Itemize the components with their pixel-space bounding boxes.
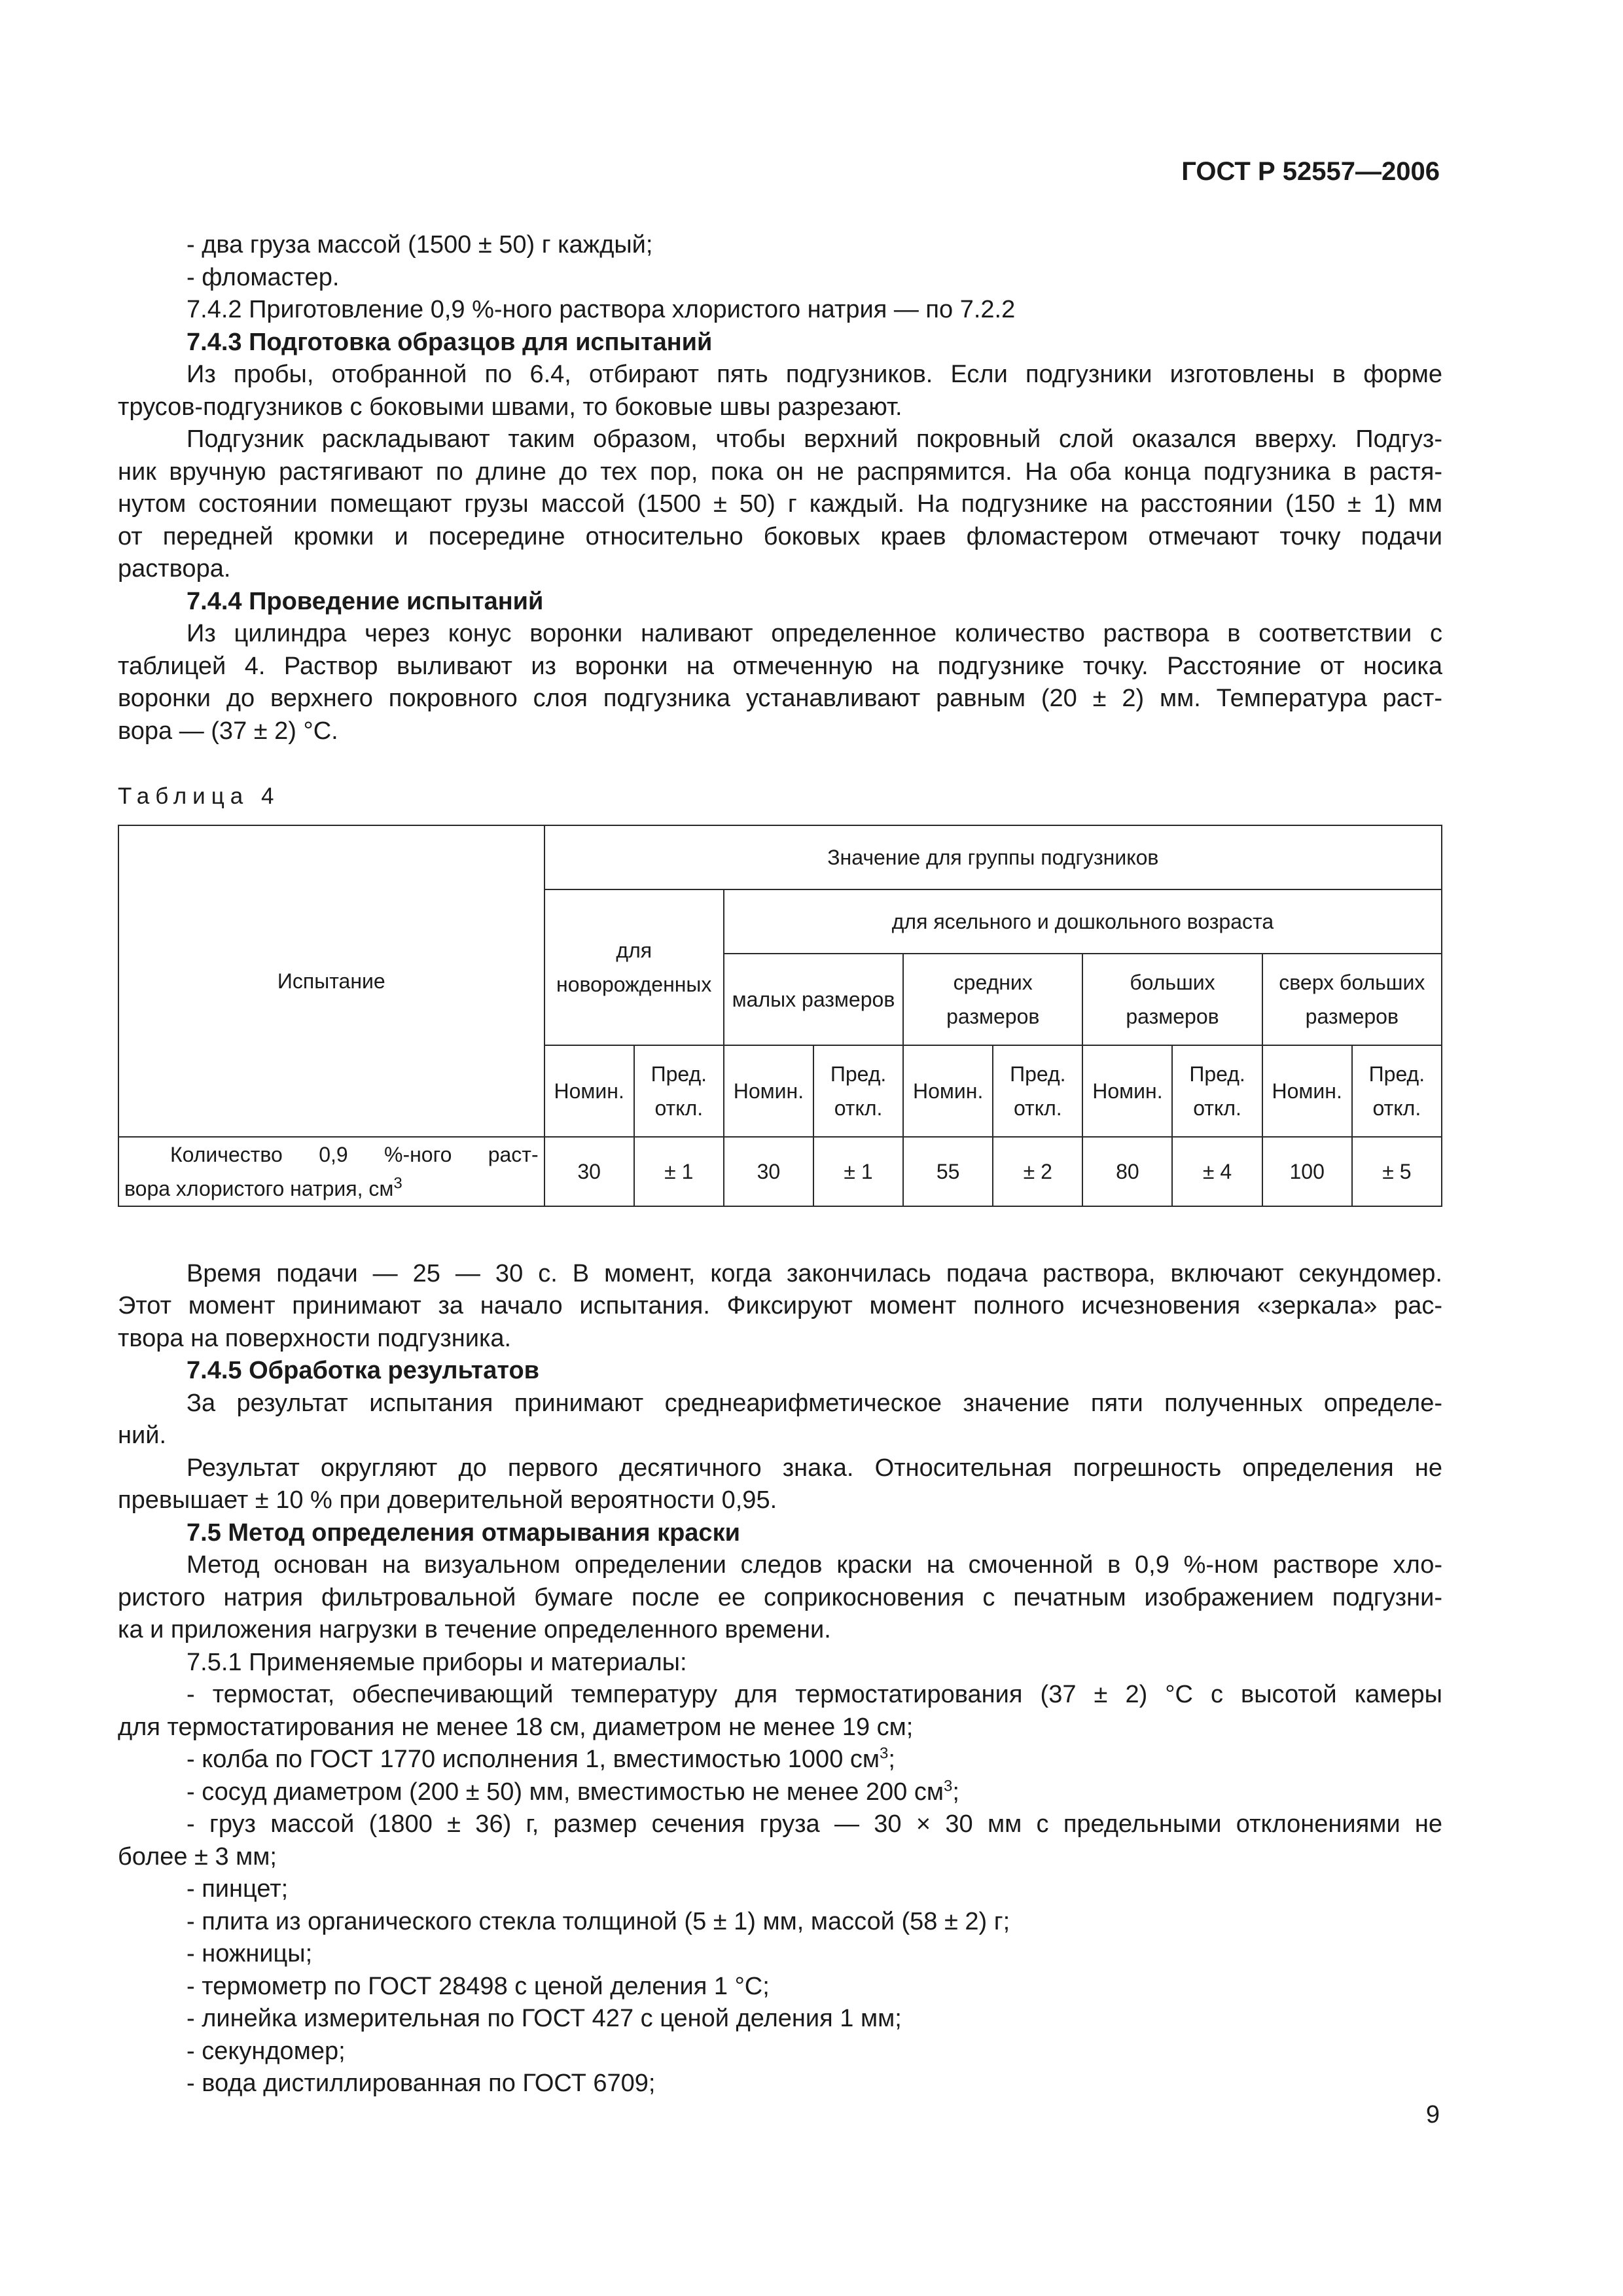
superscript: 3 <box>880 1744 889 1763</box>
row-label-sup: 3 <box>393 1174 402 1192</box>
list-item-text: - колба по ГОСТ 1770 исполнения 1, вместимостью 1000 см <box>187 1746 880 1773</box>
after-table-text <box>118 1258 1442 1355</box>
list-item: более ± 3 мм; <box>118 1842 277 1871</box>
table-row <box>118 1137 1442 1206</box>
table-cell: ± 5 <box>1352 1137 1442 1206</box>
header-medium: средних размеров <box>903 954 1082 1045</box>
paragraph-line: твора на поверхности подгузника. <box>118 1324 512 1352</box>
header-group: Значение для группы подгузников <box>544 825 1442 889</box>
paragraph-line: таблицей 4. Раствор выливают из воронки на отмеченную на подгузнике точку. Расстояние от носика <box>118 652 1442 680</box>
heading-7-5-1: 7.5.1 Применяемые приборы и материалы: <box>187 1648 687 1676</box>
row-label-text: вора хлористого натрия, см <box>124 1176 394 1200</box>
row-label <box>118 1137 544 1206</box>
list-item: - термометр по ГОСТ 28498 с ценой деления 1 °С; <box>187 1972 770 2000</box>
data-table <box>118 825 1442 1207</box>
header-age: для ясельного и дошкольного возраста <box>724 889 1442 954</box>
header-large: больших размеров <box>1082 954 1262 1045</box>
list-item: - два груза массой (1500 ± 50) г каждый; <box>187 231 653 259</box>
paragraph-line: раствора. <box>118 555 231 583</box>
paragraph-line: Метод основан на визуальном определении следов краски на смоченной в 0,9 %-ном растворе хло- <box>187 1551 1442 1579</box>
list-item: - линейка измерительная по ГОСТ 427 с ценой деления 1 мм; <box>187 2005 902 2032</box>
table-cell: 55 <box>903 1137 993 1206</box>
paragraph-line: Подгузник раскладывают таким образом, чтобы верхний покровный слой оказался вверху. Подгуз- <box>187 425 1442 453</box>
table-cell: ± 1 <box>813 1137 903 1206</box>
header-nom: Номин. <box>1082 1045 1172 1137</box>
paragraph-line: вора — (37 ± 2) °С. <box>118 717 338 745</box>
list-item: - пинцет; <box>187 1875 289 1903</box>
paragraph-line: трусов-подгузников с боковыми швами, то боковые швы разрезают. <box>118 393 902 421</box>
paragraph-line: ка и приложения нагрузки в течение определенного времени. <box>118 1616 831 1643</box>
paragraph-line: воронки до верхнего покровного слоя подгузника устанавливают равным (20 ± 2) мм. Температура раст- <box>118 685 1442 712</box>
list-item: - груз массой (1800 ± 36) г, размер сечения груза — 30 × 30 мм с предельными отклонениями не <box>187 1810 1442 1838</box>
row-label-line: Количество 0,9 %-ного раст- <box>170 1142 539 1166</box>
list-item: - ножницы; <box>187 1940 313 1967</box>
header-dev: Пред. откл. <box>813 1045 903 1137</box>
paragraph-line: За результат испытания принимают среднеарифметическое значение пяти полученных определе- <box>187 1389 1442 1417</box>
heading-7-4-3: 7.4.3 Подготовка образцов для испытаний <box>187 328 713 356</box>
header-small: малых размеров <box>724 954 903 1045</box>
section-7-4-2: 7.4.2 Приготовление 0,9 %-ного раствора хлористого натрия — по 7.2.2 <box>187 296 1016 323</box>
row-label-line <box>124 1172 539 1206</box>
header-dev: Пред. откл. <box>1352 1045 1442 1137</box>
list-item: - вода дистиллированная по ГОСТ 6709; <box>187 2070 656 2097</box>
table-cell: ± 1 <box>634 1137 724 1206</box>
paragraph-line: ний. <box>118 1422 166 1449</box>
list-item-end: ; <box>952 1778 959 1806</box>
list-item: - плита из органического стекла толщиной (5 ± 1) мм, массой (58 ± 2) г; <box>187 1907 1010 1935</box>
header-xlarge: сверх больших размеров <box>1262 954 1442 1045</box>
header-dev: Пред. откл. <box>634 1045 724 1137</box>
header-nom: Номин. <box>724 1045 813 1137</box>
header-dev: Пред. откл. <box>1172 1045 1262 1137</box>
list-item: - фломастер. <box>187 263 340 291</box>
paragraph-line: ристого натрия фильтровальной бумаге после ее соприкосновения с печатным изображением подгузни- <box>118 1583 1442 1611</box>
paragraph-line: Результат округляют до первого десятичного знака. Относительная погрешность определения не <box>187 1454 1442 1482</box>
table-caption: Таблица 4 <box>118 783 280 809</box>
paragraph-line: Время подачи — 25 — 30 с. В момент, когда закончилась подача раствора, включают секундомер. <box>187 1259 1442 1287</box>
paragraph-line: Этот момент принимают за начало испытания. Фиксируют момент полного исчезновения «зеркала» рас- <box>118 1292 1442 1319</box>
header-dev: Пред. откл. <box>993 1045 1082 1137</box>
paragraph-line: ник вручную растягивают по длине до тех пор, пока он не распрямится. На оба конца подгузника в растя- <box>118 457 1442 486</box>
list-item-end: ; <box>888 1746 895 1773</box>
page-number: 9 <box>1425 2101 1440 2128</box>
paragraph-line: от передней кромки и посередине относительно боковых краев фломастером отмечают точку подачи <box>118 522 1442 550</box>
list-item-text: - сосуд диаметром (200 ± 50) мм, вместимостью не менее 200 см <box>187 1778 944 1806</box>
table-cell: 100 <box>1262 1137 1352 1206</box>
document-header: ГОСТ Р 52557—2006 <box>1181 157 1440 186</box>
paragraph-line: нутом состоянии помещают грузы массой (1500 ± 50) г каждый. На подгузнике на расстоянии (150 ± 1) мм <box>118 490 1442 518</box>
header-nom: Номин. <box>903 1045 993 1137</box>
header-newborn: для новорожденных <box>544 889 724 1045</box>
table-cell: 30 <box>544 1137 634 1206</box>
superscript: 3 <box>944 1776 953 1795</box>
document-body <box>118 229 1442 2100</box>
table-cell: ± 2 <box>993 1137 1082 1206</box>
paragraph-line: Из цилиндра через конус воронки наливают определенное количество раствора в соответствии с <box>187 620 1442 647</box>
heading-7-4-5: 7.4.5 Обработка результатов <box>187 1357 540 1384</box>
table-cell: ± 4 <box>1172 1137 1262 1206</box>
table-cell: 80 <box>1082 1137 1172 1206</box>
list-item: для термостатирования не менее 18 см, диаметром не менее 19 см; <box>118 1713 914 1741</box>
list-item: - секундомер; <box>187 2037 346 2065</box>
paragraph-line: превышает ± 10 % при доверительной вероятности 0,95. <box>118 1486 777 1514</box>
table-cell: 30 <box>724 1137 813 1206</box>
list-item: - термостат, обеспечивающий температуру для термостатирования (37 ± 2) °С с высотой камеры <box>187 1681 1442 1708</box>
list-item <box>118 1744 1442 1776</box>
header-nom: Номин. <box>544 1045 634 1137</box>
heading-7-5: 7.5 Метод определения отмарывания краски <box>187 1518 740 1547</box>
header-nom: Номин. <box>1262 1045 1352 1137</box>
heading-7-4-4: 7.4.4 Проведение испытаний <box>187 587 544 615</box>
header-test: Испытание <box>118 825 544 1137</box>
list-item <box>118 1776 1442 1809</box>
paragraph-line: Из пробы, отобранной по 6.4, отбирают пять подгузников. Если подгузники изготовлены в форме <box>187 361 1442 388</box>
